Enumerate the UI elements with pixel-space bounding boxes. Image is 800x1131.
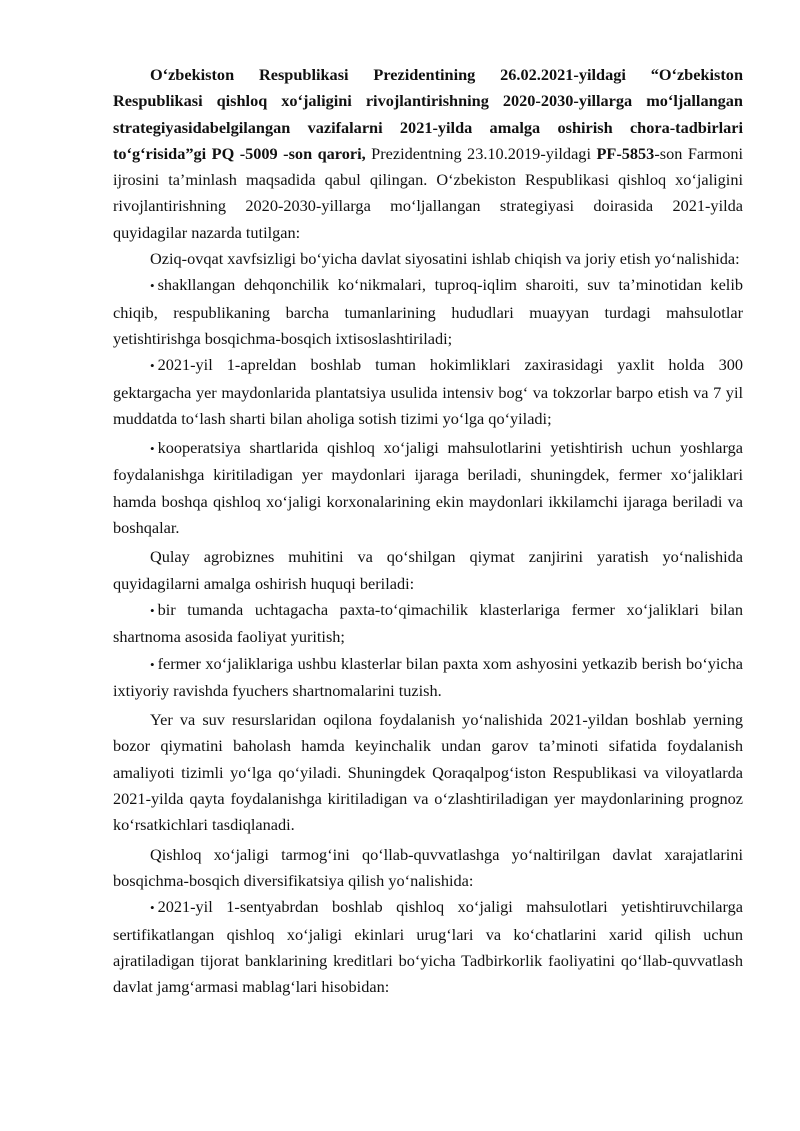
agribusiness-heading: Qulay agrobiznes muhitini va qo‘shilgan qiymat zanjirini yaratish yo‘nalishida quyidagilarni amalga oshirish huquqi beriladi: (113, 547, 743, 593)
state-expenditure-heading: Qishloq xo‘jaligi tarmog‘ini qo‘llab-quvvatlashga yo‘naltirilgan davlat xarajatlarini bosqichma-bosqich diversifikatsiya qilish yo‘nalishida: (113, 844, 743, 890)
list-item (113, 352, 743, 432)
bullet-icon: • (150, 358, 155, 374)
list-item-text: 2021-yil 1-apreldan boshlab tuman hokimliklari zaxirasidagi yaxlit holda 300 gektargacha yer maydonlarida plantatsiya usulida intensiv bog‘ va tokzorlar barpo etish va 7 yil muddatda to‘lash sharti bilan aholiga sotish tizimi yo‘lga qo‘yiladi; (113, 355, 743, 428)
list-item (113, 597, 743, 651)
intro-text-1: Prezidentning 23.10.2019-yildagi (365, 143, 597, 163)
decree-number-bold: PF-5853 (596, 143, 655, 163)
intro-paragraph (113, 62, 743, 246)
list-item (113, 894, 743, 1000)
bullet-icon: • (150, 656, 155, 672)
intro-text-2: -son Farmoni ijrosini ta’minlash maqsadida qabul qilingan. O‘zbekiston Respublikasi qishloq xo‘jaligini rivojlantirishning 2020-2030-yillarga mo‘ljallangan strategiyasi doirasida 2021-yilda quyidagilar nazarda tutilgan: (113, 143, 744, 242)
list-item (113, 435, 743, 541)
decree-title-bold: O‘zbekiston Respublikasi Prezidentining 26.02.2021-yildagi “O‘zbekiston Respublikasi qishloq xo‘jaligini rivojlantirishning 2020-2030-yillarga mo‘ljallangan strategiyasidabelgilangan vazifalarni 2021-yilda amalga oshirish chora-tadbirlari to‘g‘risida”gi PQ -5009 -son qarori, (113, 65, 743, 163)
list-item-text: fermer xo‘jaliklariga ushbu klasterlar bilan paxta xom ashyosini yetkazib berish bo‘yicha ixtiyoriy ravishda fyuchers shartnomalarini tuzish. (113, 653, 743, 700)
bullet-icon: • (150, 278, 155, 294)
list-item (113, 272, 743, 352)
list-item-text: bir tumanda uchtagacha paxta-to‘qimachilik klasterlariga fermer xo‘jaliklari bilan shartnoma asosida faoliyat yuritish; (113, 599, 743, 647)
land-water-paragraph: Yer va suv resurslaridan oqilona foydalanish yo‘nalishida 2021-yildan boshlab yerning bozor qiymatini baholash hamda keyinchalik undan garov ta’minoti sifatida foydalanish amaliyoti tizimli yo‘lga qo‘yiladi. Shuningdek Qoraqalpog‘iston Respublikasi va viloyatlarda 2021-yilda qayta foydalanishga kiritiladigan va o‘zlashtiriladigan yer maydonlarining prognoz ko‘rsatkichlari tasdiqlanadi. (113, 710, 743, 835)
bullet-icon: • (150, 900, 155, 916)
food-security-heading: Oziq-ovqat xavfsizligi bo‘yicha davlat siyosatini ishlab chiqish va joriy etish yo‘nalishida: (150, 249, 740, 269)
bullet-icon: • (150, 602, 155, 618)
document-page (113, 62, 743, 1000)
list-item (113, 651, 743, 705)
list-item-text: kooperatsiya shartlarida qishloq xo‘jaligi mahsulotlarini yetishtirish uchun yoshlarga foydalanishga kiritiladigan yer maydonlari ijaraga beriladi, shuningdek, fermer xo‘jaliklari hamda boshqa qishloq xo‘jaligi korxonalarining ekin maydonlari ikkilamchi ijaraga beriladi va boshqalar. (113, 438, 743, 538)
bullet-icon: • (150, 441, 155, 457)
list-item-text: 2021-yil 1-sentyabrdan boshlab qishloq xo‘jaligi mahsulotlari yetishtiruvchilarga sertifikatlangan qishloq xo‘jaligi ekinlari urug‘lari va ko‘chatlarini xarid qilish uchun ajratiladigan tijorat banklarining kreditlari bo‘yicha Tadbirkorlik faoliyatini qo‘llab-quvvatlash davlat jamg‘armasi mablag‘lari hisobidan: (113, 897, 743, 997)
list-item-text: shakllangan dehqonchilik ko‘nikmalari, tuproq-iqlim sharoiti, suv ta’minotidan kelib chiqib, respublikaning barcha tumanlarining hududlari muayyan turdagi mahsulotlar yetishtirishga bosqichma-bosqich ixtisoslashtiriladi; (113, 275, 743, 348)
